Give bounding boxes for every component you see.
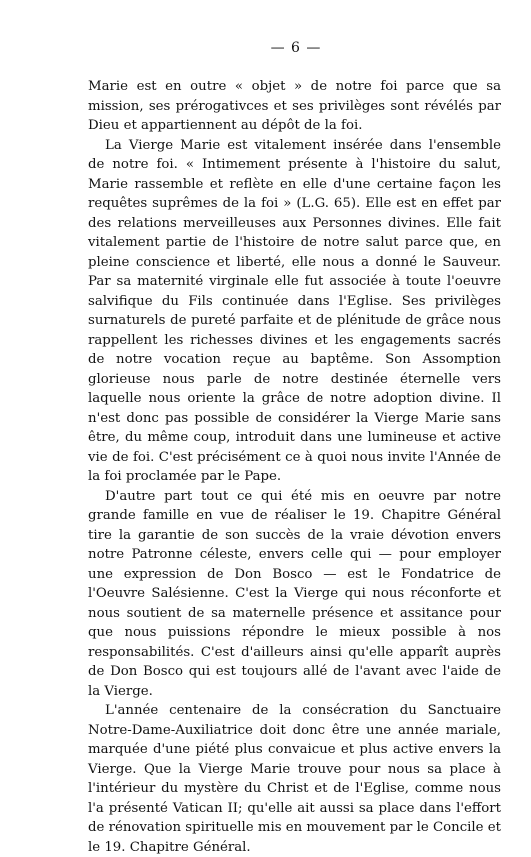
page-number: — 6 —: [270, 40, 322, 56]
paragraph-4: L'année centenaire de la consécration du Sanctuaire Notre-Dame-Auxiliatrice doit donc être une année mariale, marquée d'une piété plus convaicue et plus active envers la Vierge. Que la Vierge Marie trouve pour nous sa place à l'intérieur du mystère du Christ et de l'Eglise, comme nous l'a présenté Vatican II; qu'elle ait aussi sa place dans l'effort de rénovation spirituelle mis en mouvement par le Concile et le 19. Chapitre Général.: [88, 703, 501, 855]
paragraph-2: La Vierge Marie est vitalement insérée dans l'ensemble de notre foi. « Intimement présente à l'histoire du salut, Marie rassemble et reflète en elle d'une certaine façon les requêtes suprêmes de la foi » (L.G. 65). Elle est en effet par des relations merveilleuses aux Personnes divines. Elle fait vitalement partie de l'histoire de notre salut parce que, en pleine conscience et liberté, elle nous a donné le Sauveur. Par sa maternité virginale elle fut associée à toute l'oeuvre salvifique du Fils continuée dans l'Eglise. Ses privilèges surnaturels de pureté parfaite et de plénitude de grâce nous rappellent les richesses divines et les engagements sacrés de notre vocation reçue au baptême. Son Assomption glorieuse nous parle de notre destinée éternelle vers laquelle nous oriente la grâce de notre adoption divine. Il n'est donc pas possible de considérer la Vierge Marie sans être, du même coup, introduit dans une lumineuse et active vie de foi. C'est précisément ce à quoi nous invite l'Année de la foi proclamée par le Pape.: [88, 137, 501, 484]
body-text: [88, 77, 501, 857]
paragraph-1: Marie est en outre « objet » de notre foi parce que sa mission, ses prérogativces et ses privilèges sont révélés par Dieu et appartiennent au dépôt de la foi.: [88, 79, 501, 133]
paragraph-3: D'autre part tout ce qui été mis en oeuvre par notre grande famille en vue de réaliser le 19. Chapitre Général tire la garantie de son succès de la vraie dévotion envers notre Patronne céleste, envers celle qui — pour employer une expression de Don Bosco — est le Fondatrice de l'Oeuvre Salésienne. C'est la Vierge qui nous réconforte et nous soutient de sa maternelle présence et assitance pour que nous puissions répondre le mieux possible à nos responsabilités. C'est d'ailleurs ainsi qu'elle apparît auprès de Don Bosco qui est toujours allé de l'avant avec l'aide de la Vierge.: [88, 488, 501, 699]
